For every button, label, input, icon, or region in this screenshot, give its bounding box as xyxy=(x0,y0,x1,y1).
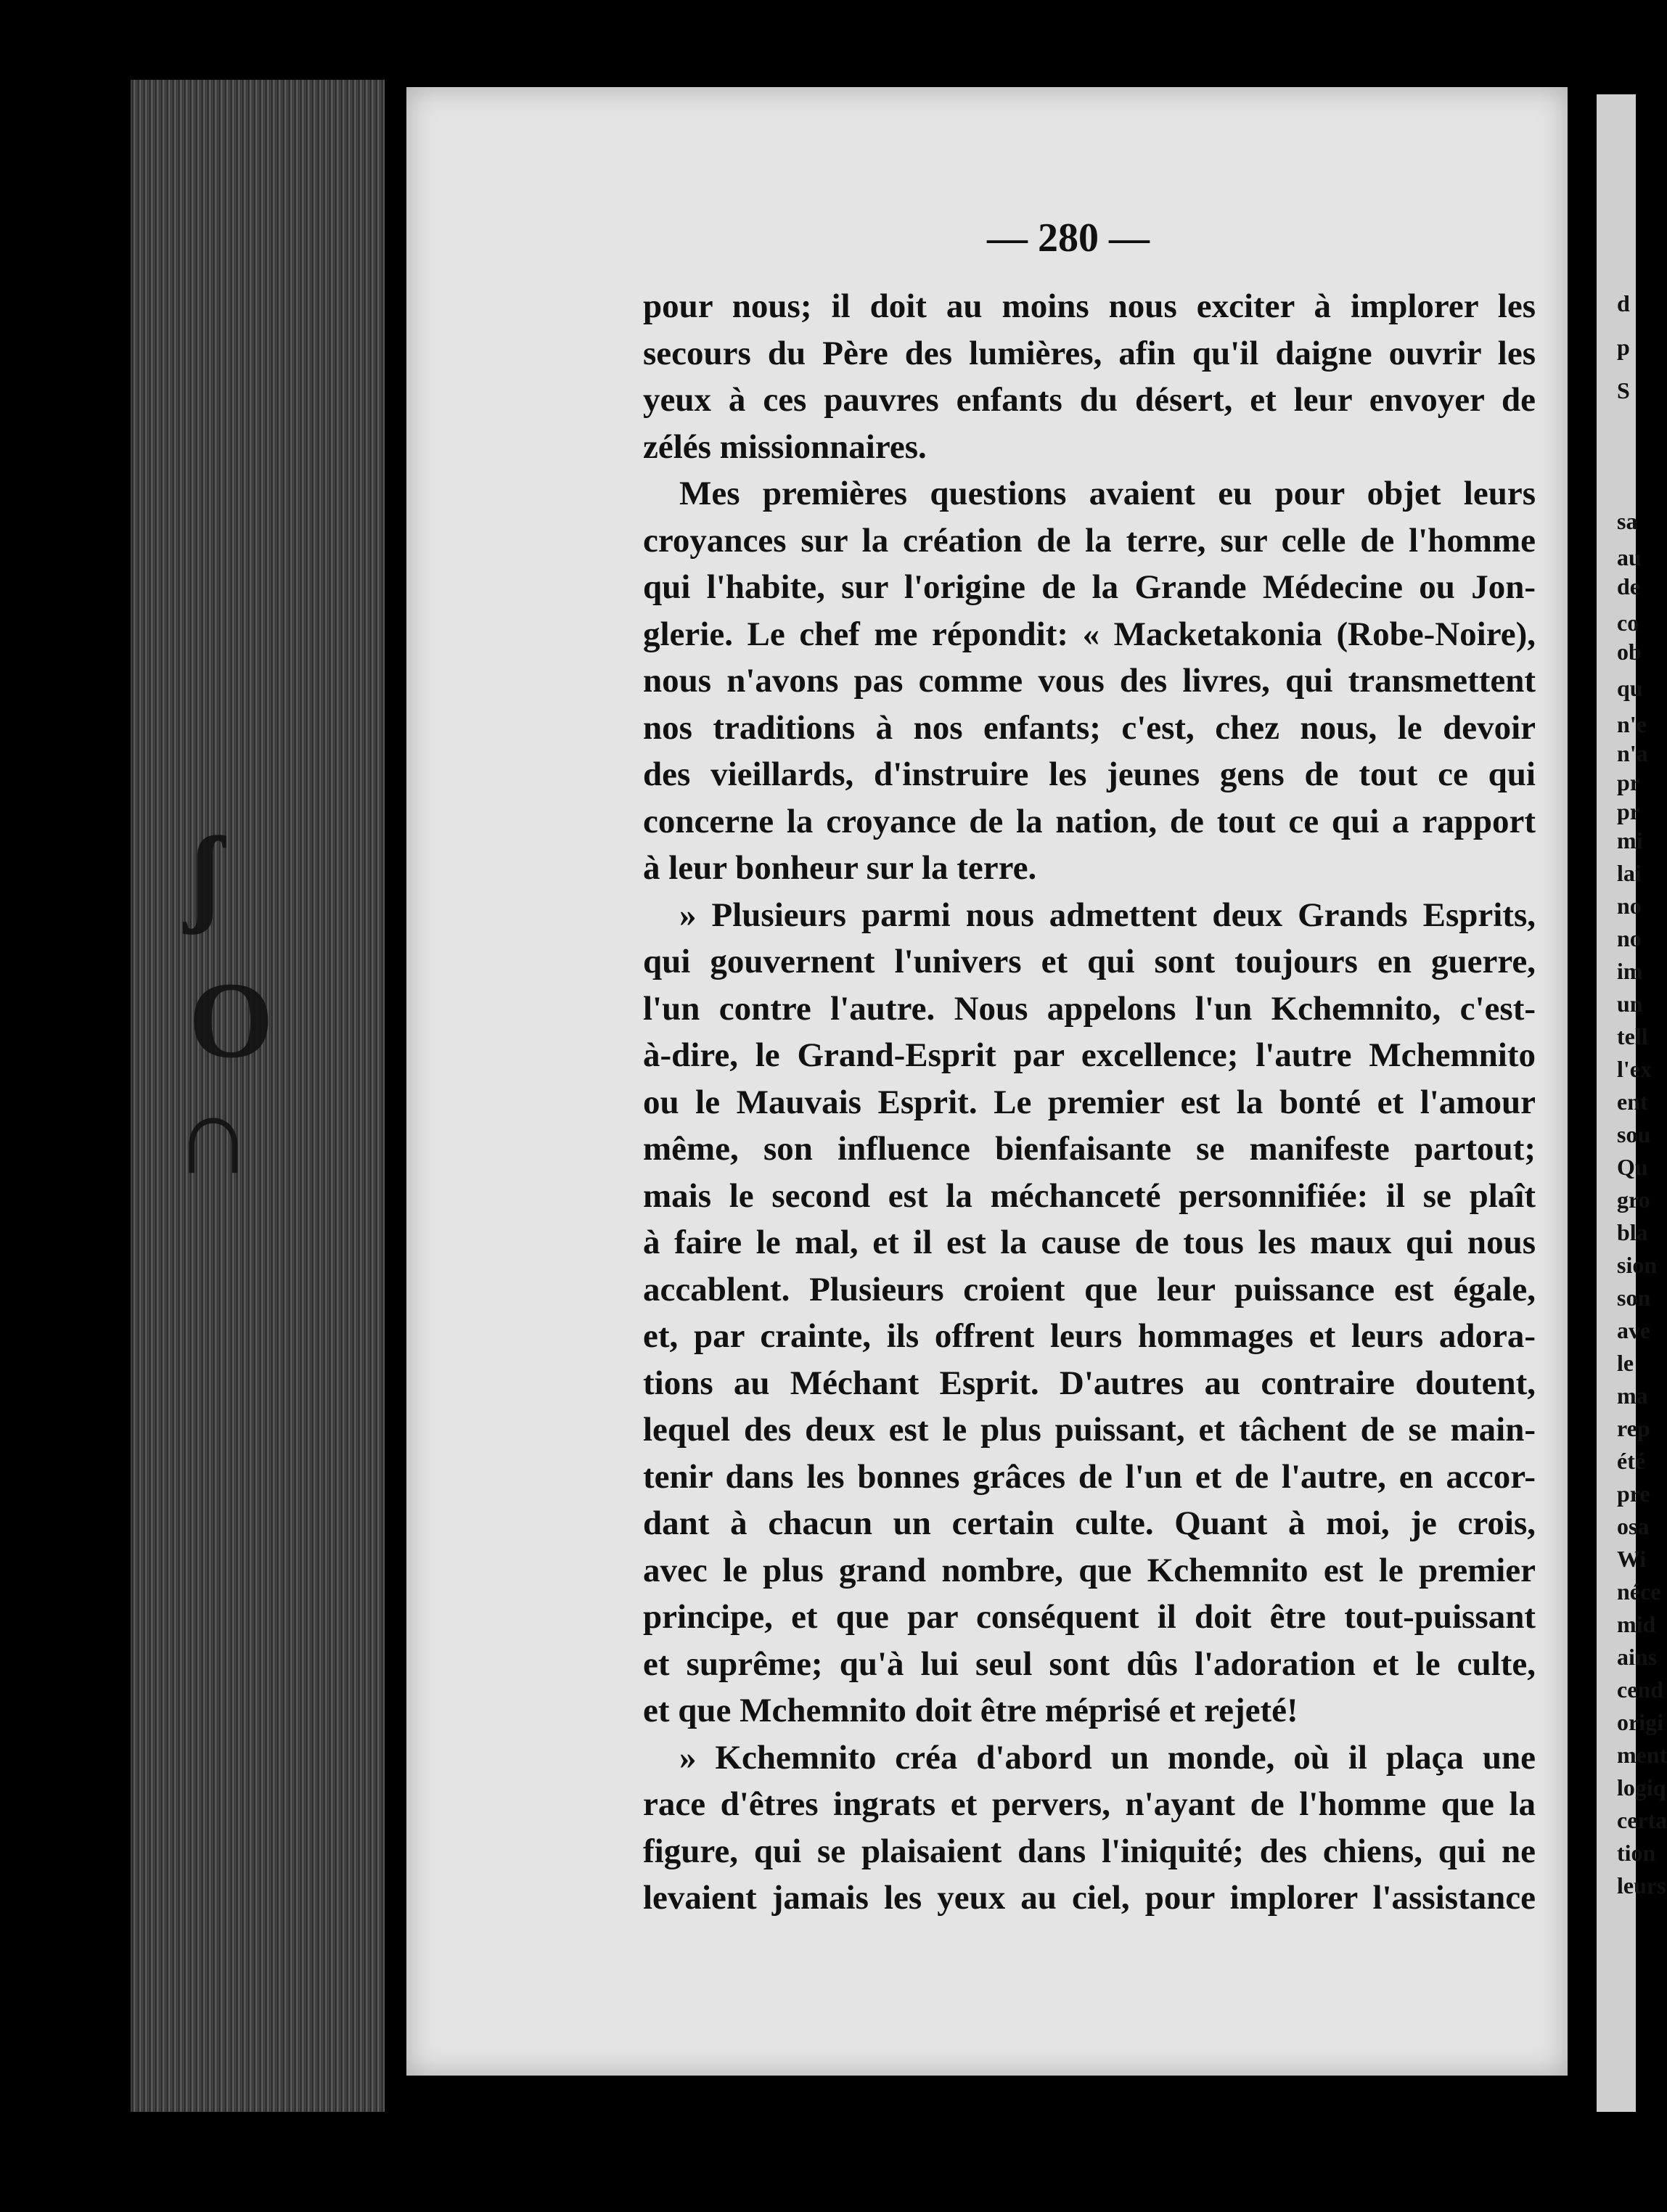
facing-page-fragment: ent xyxy=(1617,1089,1648,1115)
text-line: pour nous; il doit au moins nous exciter à implorer les xyxy=(643,287,1536,325)
text-line: tions au Méchant Esprit. D'autres au contraire doutent, xyxy=(643,1364,1536,1402)
text-line: principe, et que par conséquent il doit être tout-puissant xyxy=(643,1598,1536,1636)
facing-page-fragment: d xyxy=(1617,290,1630,316)
facing-page-fragment: lai xyxy=(1617,860,1642,886)
facing-page-fragment: no xyxy=(1617,925,1642,951)
text-line: et que Mchemnito doit être méprisé et rejeté! xyxy=(643,1692,1298,1729)
text-line: des vieillards, d'instruire les jeunes gens de tout ce qui xyxy=(643,755,1536,793)
facing-page-fragment: sou xyxy=(1617,1121,1651,1147)
facing-page-fragment: im xyxy=(1617,958,1643,984)
facing-page-fragment: S xyxy=(1617,377,1630,404)
text-line: qui gouvernent l'univers et qui sont toujours en guerre, xyxy=(643,943,1536,980)
facing-page-fragment: osa xyxy=(1617,1513,1650,1539)
text-line: glerie. Le chef me répondit: « Macketakonia (Robe-Noire), xyxy=(643,615,1536,653)
text-line: à-dire, le Grand-Esprit par excellence; l'autre Mchemnito xyxy=(643,1036,1536,1074)
facing-page-fragment: n'a xyxy=(1617,740,1648,766)
pencil-mark: ʃ xyxy=(189,815,222,935)
facing-page-fragment: bla xyxy=(1617,1219,1648,1245)
text-line: et suprême; qu'à lui seul sont dûs l'adoration et le culte, xyxy=(643,1644,1536,1683)
facing-page-fragment: p xyxy=(1617,334,1630,360)
text-line: zélés missionnaires. xyxy=(643,427,927,466)
facing-page-fragment: mi xyxy=(1617,827,1643,853)
facing-page-fragment: gro xyxy=(1617,1187,1650,1213)
facing-page-fragment: Wi xyxy=(1617,1546,1647,1572)
facing-page-fragment: mid xyxy=(1617,1611,1656,1637)
facing-page-fragment: no xyxy=(1617,893,1642,919)
text-line: » Plusieurs parmi nous admettent deux Grands Esprits, xyxy=(679,896,1536,934)
facing-page-fragment: pr xyxy=(1617,798,1640,824)
text-line: tenir dans les bonnes grâces de l'un et de l'autre, en accor- xyxy=(643,1457,1536,1496)
text-line: yeux à ces pauvres enfants du désert, et leur envoyer de xyxy=(643,381,1536,419)
facing-page-fragment: le xyxy=(1617,1350,1634,1376)
facing-page-fragment: co xyxy=(1617,610,1639,636)
text-line: race d'êtres ingrats et pervers, n'ayant de l'homme que la xyxy=(643,1785,1536,1823)
facing-page-fragment: cend xyxy=(1617,1676,1663,1703)
facing-page-fragment: logiq xyxy=(1617,1774,1666,1801)
facing-page-fragment: Qu xyxy=(1617,1154,1648,1180)
pencil-mark: ∩ xyxy=(174,1076,253,1197)
text-line: levaient jamais les yeux au ciel, pour implorer l'assistance xyxy=(643,1879,1536,1917)
text-line: Mes premières questions avaient eu pour objet leurs xyxy=(679,475,1536,512)
text-line: avec le plus grand nombre, que Kchemnito est le premier xyxy=(643,1551,1536,1589)
facing-page-fragment: de xyxy=(1617,573,1640,599)
text-line: mais le second est la méchanceté personnifiée: il se plaît xyxy=(643,1176,1536,1215)
facing-page-fragment: été xyxy=(1617,1448,1646,1474)
text-line: » Kchemnito créa d'abord un monde, où il plaça une xyxy=(679,1738,1536,1777)
facing-page-fragment: ma xyxy=(1617,1382,1648,1409)
facing-page-fragment: leurs xyxy=(1617,1872,1666,1898)
text-line: à faire le mal, et il est la cause de tous les maux qui nous xyxy=(643,1224,1536,1261)
facing-page-fragment: n'e xyxy=(1617,711,1647,737)
facing-page-fragment: néce xyxy=(1617,1578,1661,1605)
facing-page-fragment: l'ex xyxy=(1617,1056,1652,1082)
facing-page-fragment: pr xyxy=(1617,769,1640,795)
facing-page-fragment: ains xyxy=(1617,1644,1658,1670)
facing-page-fragment: ob xyxy=(1617,639,1642,665)
facing-page-fragment: tell xyxy=(1617,1023,1648,1049)
text-line: concerne la croyance de la nation, de tout ce qui a rapport xyxy=(643,802,1536,840)
text-line: même, son influence bienfaisante se manifeste partout; xyxy=(643,1130,1536,1168)
facing-page-fragment: sa xyxy=(1617,508,1638,534)
facing-page-fragment: pre xyxy=(1617,1480,1650,1507)
facing-page-fragment: certa xyxy=(1617,1807,1667,1833)
facing-page-fragment: ave xyxy=(1617,1317,1651,1343)
facing-page-fragment: qu xyxy=(1617,675,1643,701)
text-line: qui l'habite, sur l'origine de la Grande Médecine ou Jon- xyxy=(643,568,1536,606)
pencil-mark: O xyxy=(189,960,274,1081)
facing-page-fragment: tion xyxy=(1617,1840,1656,1866)
text-line: croyances sur la création de la terre, sur celle de l'homme xyxy=(643,521,1536,560)
page-number: — 280 — xyxy=(987,216,1150,261)
text-line: ou le Mauvais Esprit. Le premier est la bonté et l'amour xyxy=(643,1083,1536,1121)
facing-page-fragment: sion xyxy=(1617,1252,1658,1278)
text-line: secours du Père des lumières, afin qu'il daigne ouvrir les xyxy=(643,334,1536,372)
text-line: lequel des deux est le plus puissant, et tâchent de se main- xyxy=(643,1411,1536,1449)
text-line: et, par crainte, ils offrent leurs hommages et leurs adora- xyxy=(643,1317,1536,1355)
facing-page-fragment: origi xyxy=(1617,1709,1663,1735)
facing-page-fragment: au xyxy=(1617,544,1642,570)
text-line: dant à chacun un certain culte. Quant à moi, je crois, xyxy=(643,1504,1536,1542)
facing-page-fragment: ment xyxy=(1617,1742,1667,1768)
text-line: nous n'avons pas comme vous des livres, qui transmettent xyxy=(643,662,1536,700)
facing-page-fragment: un xyxy=(1617,991,1643,1017)
text-line: l'un contre l'autre. Nous appelons l'un Kchemnito, c'est- xyxy=(643,989,1536,1028)
text-line: à leur bonheur sur la terre. xyxy=(643,849,1037,887)
book-page-edges xyxy=(131,80,385,2112)
text-line: figure, qui se plaisaient dans l'iniquité; des chiens, qui ne xyxy=(643,1832,1536,1870)
facing-page-fragment: rep xyxy=(1617,1415,1650,1441)
body-text xyxy=(643,283,1536,1922)
facing-page-fragment: son xyxy=(1617,1285,1651,1311)
text-line: accablent. Plusieurs croient que leur puissance est égale, xyxy=(643,1270,1536,1308)
text-line: nos traditions à nos enfants; c'est, chez nous, le devoir xyxy=(643,708,1536,747)
